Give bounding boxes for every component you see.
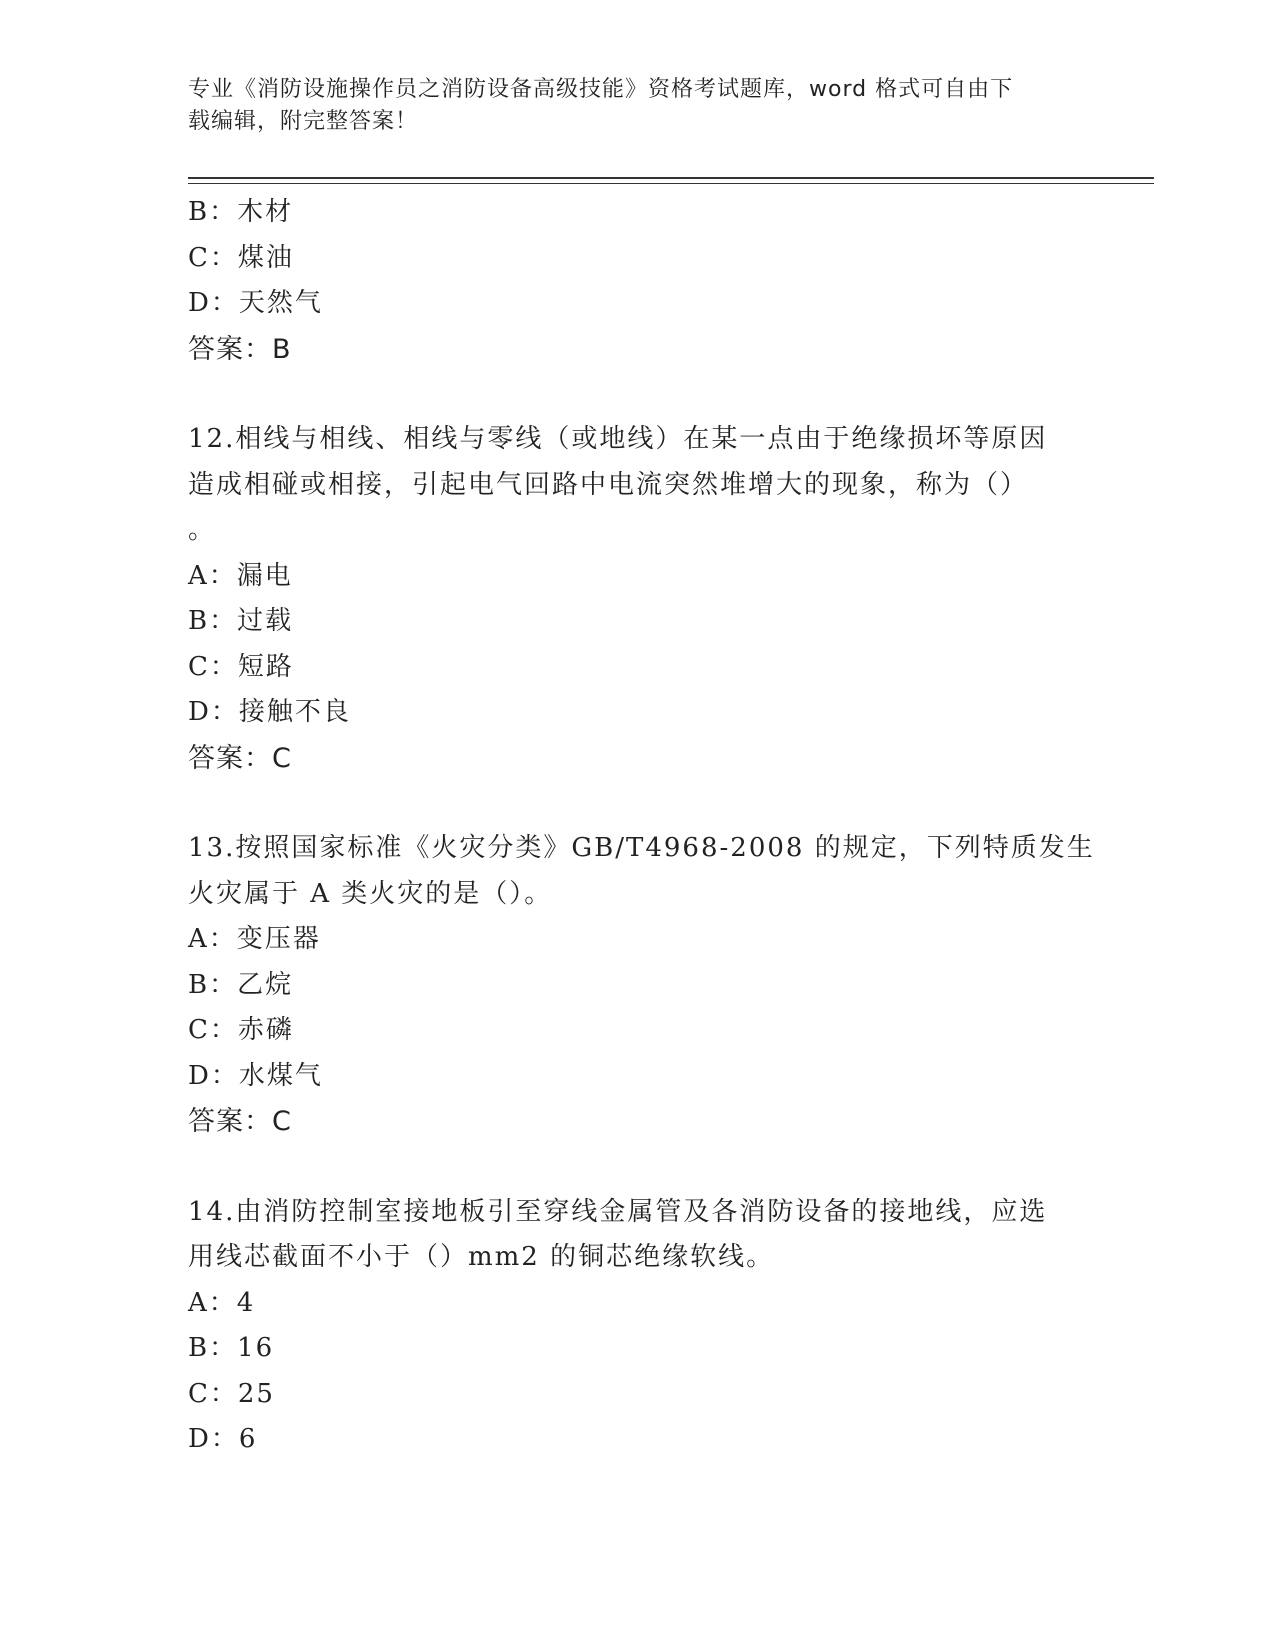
question-list: [188, 190, 1095, 1463]
question-stem-line: 14.由消防控制室接地板引至穿线金属管及各消防设备的接地线，应选: [188, 1196, 1048, 1227]
option-c: C：赤磷: [188, 1015, 294, 1045]
option-b: B：乙烷: [188, 969, 294, 1000]
answer-line: 答案：B: [188, 333, 292, 365]
question-stem-line: 造成相碰或相接，引起电气回路中电流突然堆增大的现象，称为（）: [188, 469, 1029, 500]
question-stem-line: 13.按照国家标准《火灾分类》GB/T4968-2008 的规定，下列特质发生: [188, 833, 1095, 863]
option-b: B：16: [188, 1333, 275, 1363]
question-stem-line: 火灾属于 A 类火灾的是（）。: [188, 878, 553, 909]
header-line-2: 载编辑，附完整答案！: [188, 109, 419, 134]
question-13: [188, 826, 1095, 1145]
option-c: C：短路: [188, 651, 294, 682]
answer-line: 答案：C: [188, 742, 292, 774]
option-b: B：木材: [188, 197, 294, 227]
question-stem-line: 。: [188, 515, 217, 545]
document-header: [188, 74, 1088, 138]
option-a: A：漏电: [188, 560, 293, 591]
question-12: [188, 417, 1088, 781]
option-d: D：6: [188, 1424, 258, 1454]
header-line-1: 专业《消防设施操作员之消防设备高级技能》资格考试题库，word 格式可自由下: [188, 77, 1014, 102]
question-stem-line: 12.相线与相线、相线与零线（或地线）在某一点由于绝缘损坏等原因: [188, 424, 1048, 454]
question-14: [188, 1190, 1088, 1463]
option-d: D：天然气: [188, 288, 323, 318]
option-c: C：25: [188, 1378, 275, 1409]
option-b: B：过载: [188, 606, 294, 636]
header-rule-thick: [188, 177, 1154, 179]
option-c: C：煤油: [188, 242, 294, 273]
option-d: D：接触不良: [188, 697, 351, 727]
question-stem-line: 用线芯截面不小于（）mm2 的铜芯绝缘软线。: [188, 1242, 775, 1272]
option-d: D：水煤气: [188, 1060, 323, 1091]
option-a: A：变压器: [188, 924, 321, 954]
previous-question-tail: [188, 190, 1088, 372]
option-a: A：4: [188, 1287, 256, 1318]
header-rule-thin: [188, 183, 1154, 184]
answer-line: 答案：C: [188, 1106, 292, 1137]
